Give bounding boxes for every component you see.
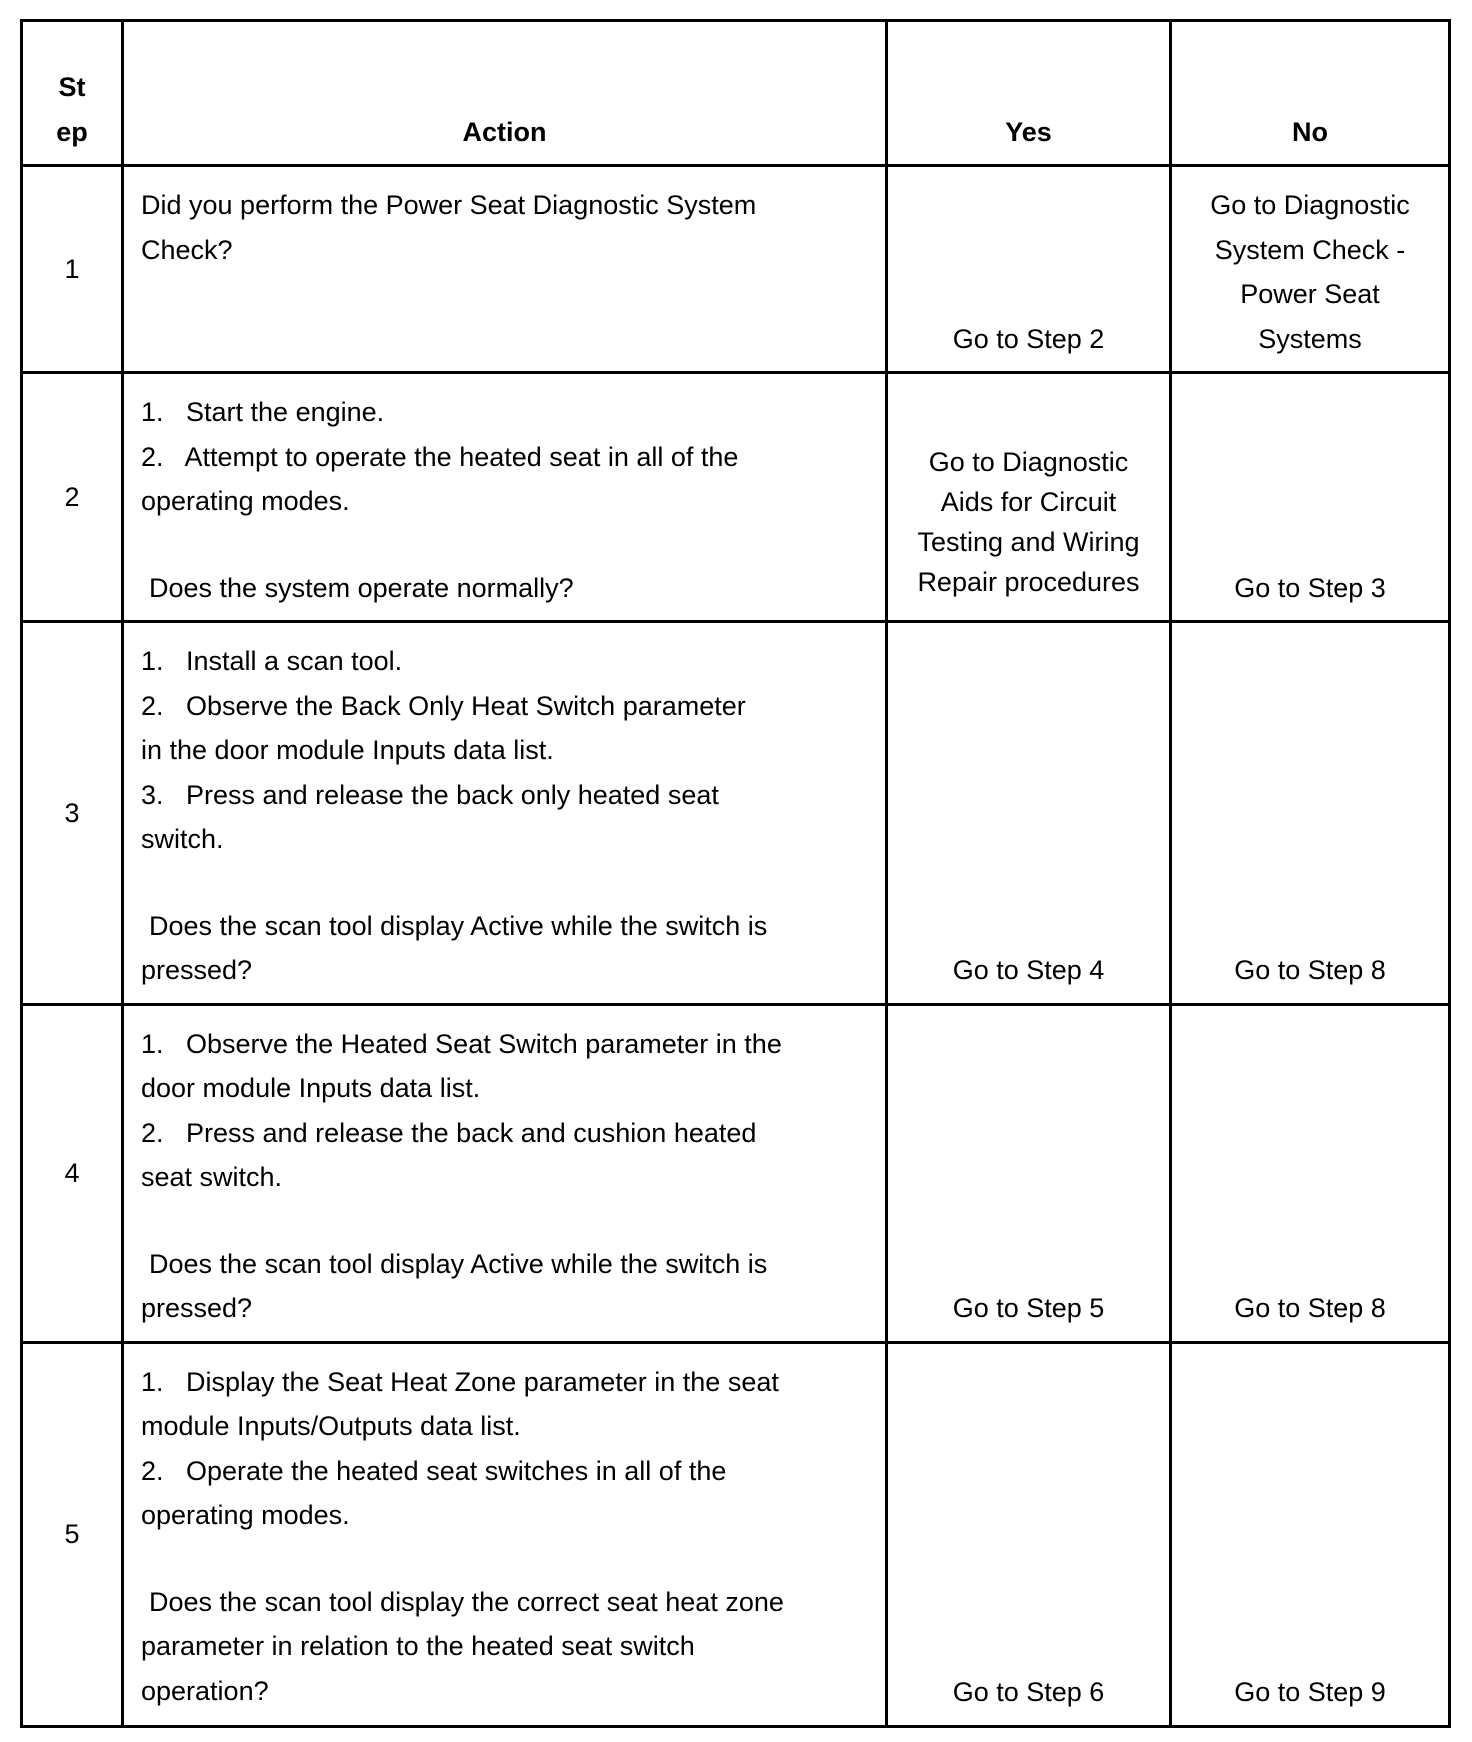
no-cell [1171,166,1450,373]
action-line: 2. Operate the heated seat switches in all of the [141,1455,727,1486]
no-link-line[interactable]: System Check - [1214,234,1406,265]
action-cell [123,1004,887,1342]
yes-link-line[interactable]: Testing and Wiring [917,527,1140,557]
yes-link-line[interactable]: Go to Diagnostic [928,447,1129,477]
action-line: door module Inputs data list. [141,1073,481,1103]
step-number: 2 [22,373,123,622]
yes-link[interactable]: Go to Step 5 [952,1293,1105,1323]
table-row [22,373,1450,622]
question-line: Does the scan tool display the correct seat heat zone [149,1586,784,1617]
action-cell [123,373,887,622]
action-line: operating modes. [141,1500,350,1530]
header-yes: Yes [887,21,1171,166]
step-number: 3 [22,622,123,1005]
diagnostic-table [20,19,1451,1728]
header-row [22,21,1450,166]
no-link[interactable]: Go to Step 3 [1234,572,1386,603]
no-link-line[interactable]: Systems [1258,323,1362,354]
table-row [22,1342,1450,1726]
action-line: 1. Install a scan tool. [141,646,403,676]
question-line: Does the scan tool display Active while the switch is [149,910,768,941]
header-step [22,21,123,166]
action-cell [123,622,887,1005]
action-line: switch. [141,824,224,854]
action-question [141,904,871,993]
action-line: 2. Press and release the back and cushion heated [141,1117,757,1148]
step-number: 4 [22,1004,123,1342]
action-line: 1. Display the Seat Heat Zone parameter in the seat [141,1366,779,1397]
no-cell [1171,1004,1450,1342]
yes-link[interactable]: Go to Step 4 [952,955,1105,985]
table-row [22,622,1450,1005]
yes-link[interactable]: Go to Step 2 [952,323,1105,354]
yes-cell [887,166,1171,373]
action-line: 1. Start the engine. [141,397,385,427]
no-link-line[interactable]: Go to Diagnostic [1210,190,1410,220]
header-no: No [1171,21,1450,166]
action-line: 3. Press and release the back only heated seat [141,779,719,810]
action-cell [123,166,887,373]
question-line: Does the scan tool display Active while the switch is [149,1248,768,1279]
action-question [141,1580,871,1714]
action-line: Check? [141,234,233,265]
no-link[interactable]: Go to Step 8 [1234,955,1386,985]
no-link[interactable]: Go to Step 9 [1234,1677,1386,1707]
question-line: pressed? [141,1293,253,1323]
action-question: Does the system operate normally? [149,572,574,603]
no-cell [1171,373,1450,622]
yes-cell [887,1342,1171,1726]
question-line: parameter in relation to the heated seat switch [141,1631,695,1661]
yes-cell [887,1004,1171,1342]
no-cell [1171,1342,1450,1726]
action-line: 2. Observe the Back Only Heat Switch parameter [141,690,746,721]
yes-link[interactable]: Go to Step 6 [952,1677,1105,1707]
no-link[interactable]: Go to Step 8 [1234,1293,1386,1323]
step-number: 5 [22,1342,123,1726]
action-line: 1. Observe the Heated Seat Switch parameter in the [141,1028,782,1059]
action-line: operating modes. [141,486,350,516]
no-link-line[interactable]: Power Seat [1240,279,1380,309]
yes-cell [887,622,1171,1005]
yes-link-line[interactable]: Aids for Circuit [940,487,1117,517]
question-line: operation? [141,1675,269,1706]
yes-link-line[interactable]: Repair procedures [917,567,1140,597]
no-cell [1171,622,1450,1005]
yes-cell [887,373,1171,622]
table-row [22,1004,1450,1342]
header-step-label: St ep [56,72,88,147]
action-cell [123,1342,887,1726]
action-line: seat switch. [141,1162,283,1192]
action-line: in the door module Inputs data list. [141,735,554,765]
action-line: 2. Attempt to operate the heated seat in all of the [141,441,739,472]
step-number: 1 [22,166,123,373]
action-question [141,1242,871,1331]
table-row [22,166,1450,373]
question-line: pressed? [141,955,253,985]
action-line: module Inputs/Outputs data list. [141,1411,521,1441]
header-action: Action [123,21,887,166]
action-line: Did you perform the Power Seat Diagnostic System [141,190,757,220]
